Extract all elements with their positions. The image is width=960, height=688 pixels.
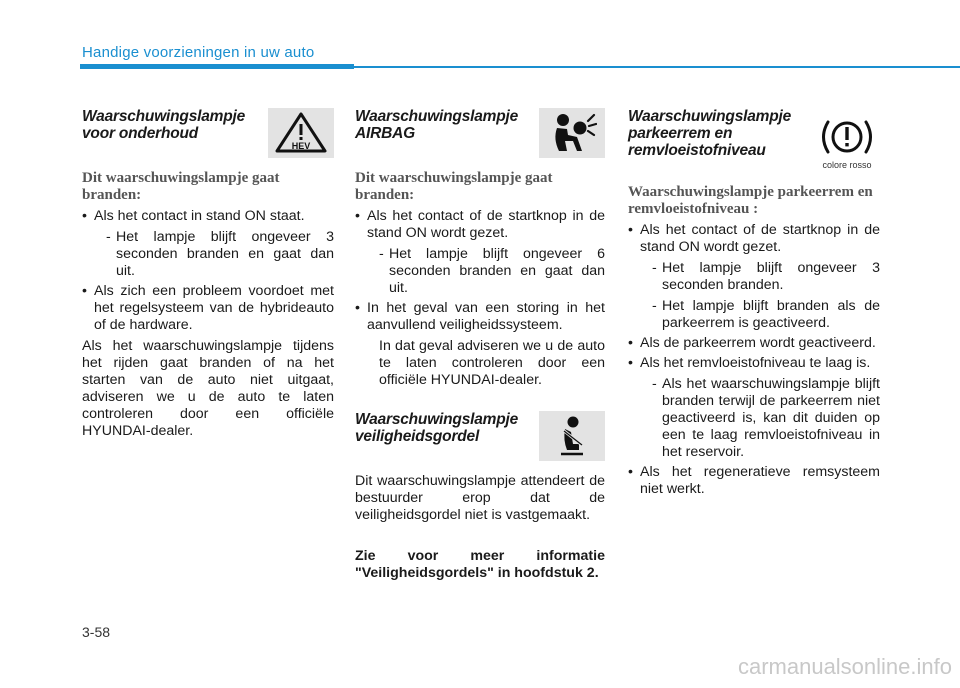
reference-note: Zie voor meer informatie "Veiligheidsgordels" in hoofdstuk 2. bbox=[355, 548, 605, 581]
bullet-text: Als het remvloeistofniveau te laag is. bbox=[640, 355, 871, 371]
column-maintenance bbox=[82, 108, 334, 440]
page-number: 3-58 bbox=[82, 624, 111, 640]
section-heading-brake bbox=[628, 108, 880, 174]
section-title: Waarschuwingslampje parkeerrem en remvloeistofniveau bbox=[628, 108, 792, 159]
paragraph: Dit waarschuwingslampje attendeert de bestuurder erop dat de veiligheidsgordel niet is vastgemaakt. bbox=[355, 473, 605, 523]
seatbelt-icon bbox=[539, 411, 605, 461]
section-header: Handige voorzieningen in uw auto bbox=[82, 44, 315, 61]
bullet-text: Als het contact in stand ON staat. bbox=[94, 208, 305, 224]
bullet-text: In het geval van een storing in het aanvullend veiligheidssysteem. bbox=[367, 300, 605, 333]
icon-caption: colore rosso bbox=[822, 160, 872, 170]
list-item: • Als de parkeerrem wordt geactiveerd. bbox=[628, 335, 880, 352]
airbag-icon bbox=[539, 108, 605, 158]
dash-item: - Het lampje blijft ongeveer 6 seconden branden en gaat dan uit. bbox=[367, 246, 605, 297]
indented-text: In dat geval adviseren we u de auto te laten controleren door een officiële HYUNDAI-dealer. bbox=[379, 338, 605, 388]
subheading: Dit waarschuwingslampje gaat branden: bbox=[82, 170, 280, 203]
bullet-text: Als het contact of de startknop in de stand ON wordt gezet. bbox=[640, 222, 880, 255]
dash-item: - Het lampje blijft ongeveer 3 seconden branden. bbox=[640, 260, 880, 294]
column-brake bbox=[628, 108, 880, 501]
subheading: Dit waarschuwingslampje gaat branden: bbox=[355, 170, 553, 203]
bullet-text: Als het contact of de startknop in de stand ON wordt gezet. bbox=[367, 208, 605, 241]
dash-item: - Het lampje blijft ongeveer 3 seconden branden en gaat dan uit. bbox=[94, 229, 334, 280]
section-heading-maintenance bbox=[82, 108, 334, 160]
header-rule-thin bbox=[354, 66, 960, 68]
list-item bbox=[355, 300, 605, 389]
list-item: • Als het regeneratieve remsysteem niet werkt. bbox=[628, 464, 880, 498]
section-title: Waarschuwingslampje voor onderhoud bbox=[82, 108, 246, 142]
list-item bbox=[628, 222, 880, 332]
dash-item: - Als het waarschuwingslampje blijft branden terwijl de parkeerrem niet geactiveerd is, kan dit duiden op een te laag remvloeistofniveau in het reservoir. bbox=[640, 376, 880, 461]
hev-warning-icon bbox=[268, 108, 334, 158]
subheading: Waarschuwingslampje parkeerrem en remvloeistofniveau : bbox=[628, 184, 873, 217]
header-rule-thick bbox=[80, 64, 354, 69]
paragraph: Als het waarschuwingslampje tijdens het rijden gaat branden of na het starten van de auto niet uitgaat, adviseren we u de auto te laten controleren door een officiële HYUNDAI-dealer. bbox=[82, 338, 334, 439]
watermark: carmanualsonline.info bbox=[737, 654, 952, 679]
section-heading-seatbelt bbox=[355, 411, 605, 463]
list-item: • Als zich een probleem voordoet met het regelsysteem van de hybrideauto of de hardware. bbox=[82, 283, 334, 334]
list-item bbox=[628, 355, 880, 461]
section-title: Waarschuwingslampje AIRBAG bbox=[355, 108, 519, 142]
list-item bbox=[82, 208, 334, 280]
list-item bbox=[355, 208, 605, 297]
column-airbag-belt bbox=[355, 108, 605, 582]
svg-text:HEV: HEV bbox=[291, 141, 311, 151]
dash-item: - Het lampje blijft branden als de parkeerrem is geactiveerd. bbox=[640, 298, 880, 332]
section-heading-airbag bbox=[355, 108, 605, 160]
section-title: Waarschuwingslampje veiligheidsgordel bbox=[355, 411, 519, 445]
brake-warning-icon bbox=[814, 108, 880, 168]
